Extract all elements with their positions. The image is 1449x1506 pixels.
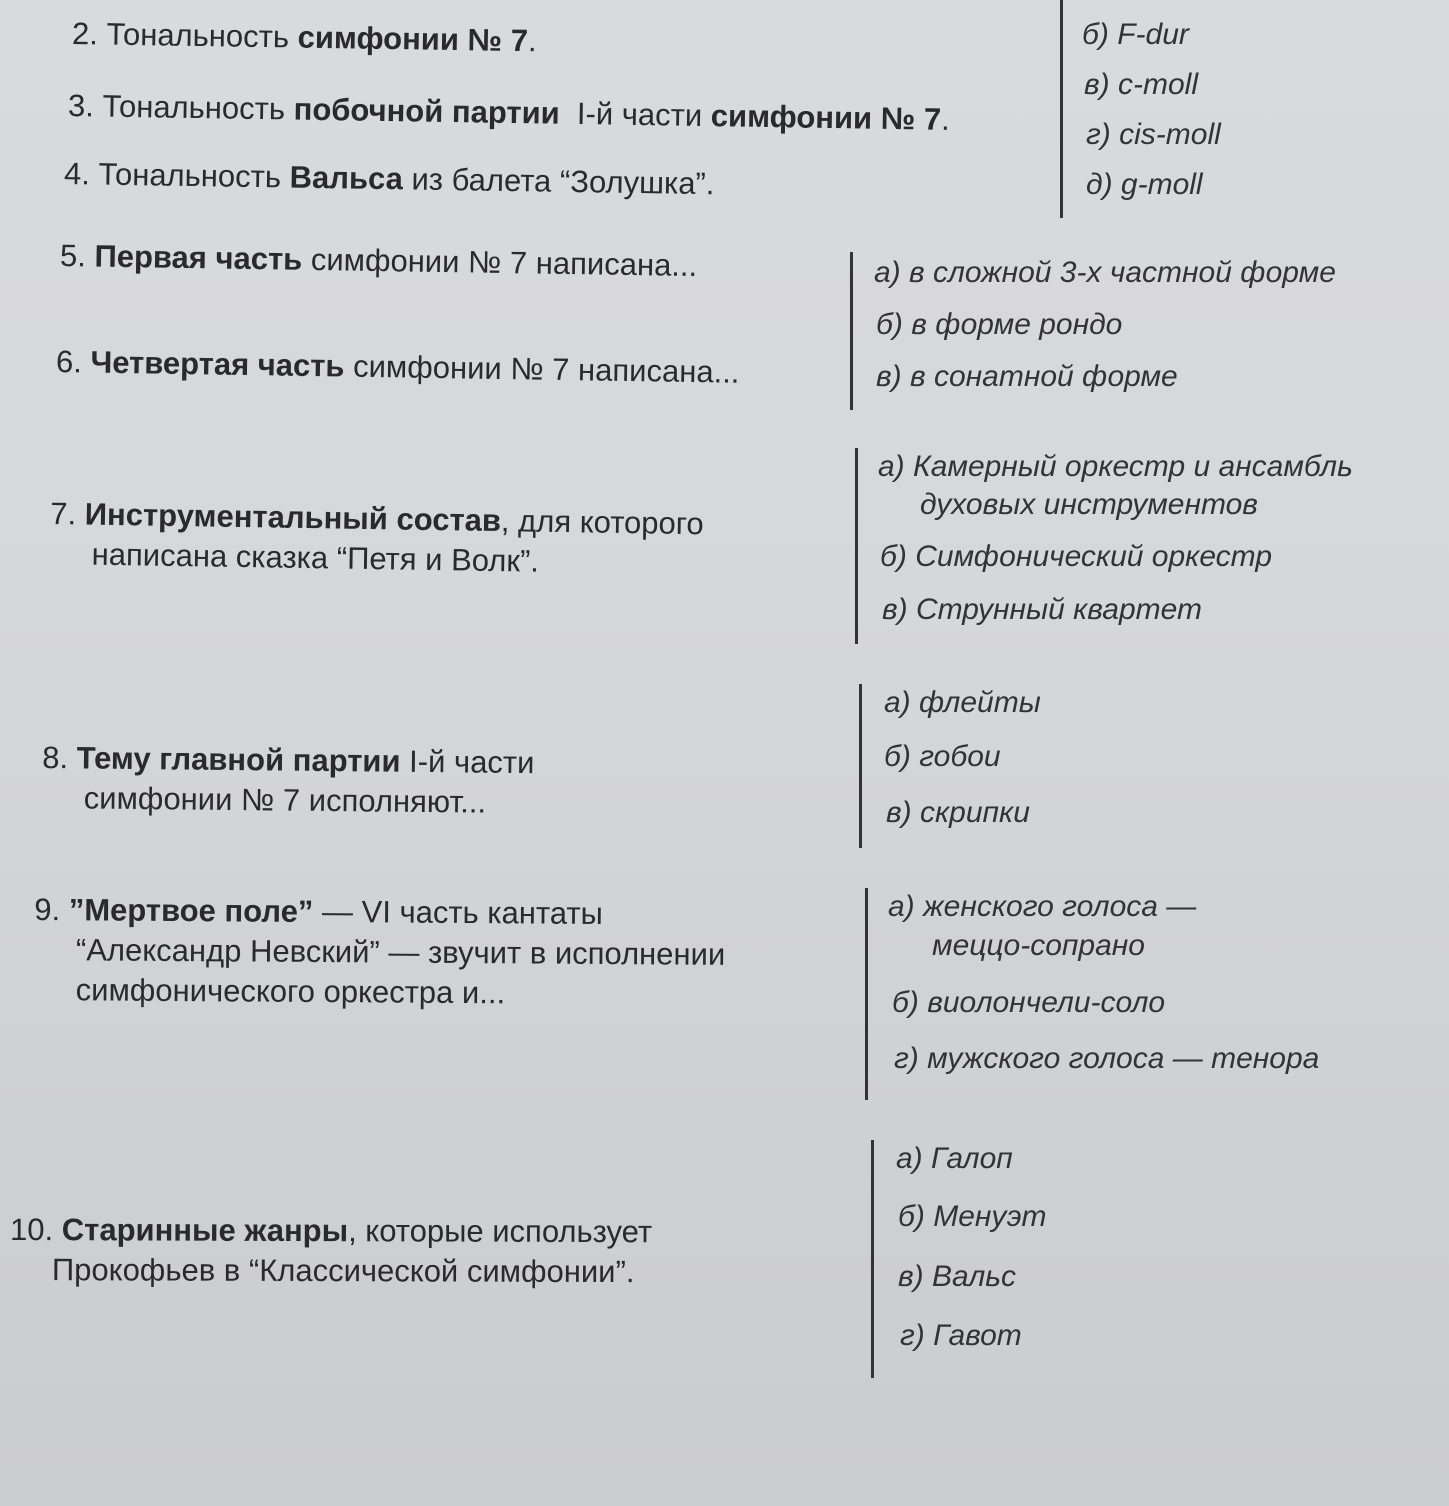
answer-option: в) Струнный квартет (882, 593, 1202, 626)
separator-line (855, 448, 858, 644)
answer-option: б) в форме рондо (876, 308, 1123, 341)
question-text: — VI часть кантаты (321, 894, 604, 931)
question-number: 5. (59, 238, 87, 274)
question-10 (10, 1210, 652, 1292)
question-number: 6. (55, 344, 83, 380)
question-3 (68, 86, 950, 140)
question-text: симфонии № 7 исполняют... (83, 780, 487, 820)
question-5 (60, 236, 698, 286)
answer-option: в) c-moll (1084, 68, 1198, 101)
answer-option: а) Галоп (896, 1142, 1013, 1175)
answer-option: г) мужского голоса — тенора (894, 1042, 1320, 1075)
question-9 (34, 890, 726, 1015)
question-text: I-й части (576, 95, 703, 133)
question-bold-text: побочной партии (293, 91, 561, 131)
question-text: , которые использует (348, 1213, 653, 1250)
question-text: симфонического оркестра и... (75, 972, 506, 1011)
answer-option: а) Камерный оркестр и ансамбль (878, 450, 1353, 483)
answer-option: б) Менуэт (898, 1200, 1047, 1233)
answer-option: б) гобои (884, 740, 1001, 773)
question-2 (72, 14, 537, 61)
answer-option: д) g-moll (1086, 168, 1203, 201)
question-bold-text: Старинные жанры (61, 1212, 349, 1249)
question-bold-text: симфонии № 7 (710, 98, 942, 137)
answer-option: в) в сонатной форме (876, 360, 1178, 393)
answer-option: в) скрипки (886, 796, 1030, 829)
answer-option: б) F-dur (1082, 18, 1189, 51)
question-7 (49, 494, 704, 584)
question-number: 4. (63, 156, 91, 192)
answer-option: меццо-сопрано (932, 929, 1145, 962)
question-number: 8. (42, 740, 69, 776)
question-bold-text: Четвертая часть (90, 344, 345, 384)
question-4 (64, 154, 715, 204)
question-8 (42, 738, 535, 823)
question-text: Тональность (102, 88, 286, 127)
question-text: симфонии № 7 написана... (352, 348, 740, 390)
question-text: I-й части (408, 743, 535, 781)
question-text: Прокофьев в “Классической симфонии”. (51, 1252, 635, 1290)
question-number: 3. (67, 88, 95, 124)
question-text: “Александр Невский” — звучит в исполнении (75, 932, 726, 972)
answer-option: духовых инструментов (920, 488, 1258, 521)
separator-line (865, 888, 868, 1100)
separator-line (850, 252, 853, 410)
question-6 (56, 342, 740, 393)
separator-line (1060, 0, 1063, 218)
question-number: 7. (50, 496, 77, 532)
answer-option: а) женского голоса — (888, 890, 1197, 923)
question-text: симфонии № 7 написана... (310, 241, 698, 284)
question-text: Тональность (106, 16, 290, 55)
question-bold-text: Инструментальный состав (84, 496, 502, 539)
question-bold-text: симфонии № 7 (297, 19, 529, 59)
question-text: . (527, 23, 537, 59)
question-text: из балета “Золушка”. (411, 161, 715, 202)
question-number: 2. (71, 16, 99, 52)
question-bold-text: Вальса (289, 159, 404, 197)
separator-line (871, 1140, 874, 1378)
question-text: . (940, 101, 951, 137)
answer-option: г) Гавот (900, 1319, 1022, 1352)
question-bold-text: ”Мертвое поле” (68, 892, 314, 929)
separator-line (859, 684, 862, 848)
question-number: 9. (34, 892, 61, 928)
question-bold-text: Первая часть (94, 238, 303, 277)
answer-option: б) Симфонический оркестр (880, 540, 1273, 573)
answer-option: в) Вальс (898, 1260, 1017, 1293)
question-text: Тональность (98, 156, 282, 195)
question-text: , для которого (500, 503, 704, 542)
answer-option: а) в сложной 3-х частной форме (874, 256, 1336, 289)
question-bold-text: Тему главной партии (76, 740, 401, 779)
question-text: написана сказка “Петя и Волк”. (91, 536, 540, 579)
answer-option: б) виолончели-соло (892, 986, 1166, 1019)
answer-option: а) флейты (884, 686, 1041, 719)
answer-option: г) cis-moll (1086, 118, 1221, 151)
question-number: 10. (10, 1212, 54, 1248)
